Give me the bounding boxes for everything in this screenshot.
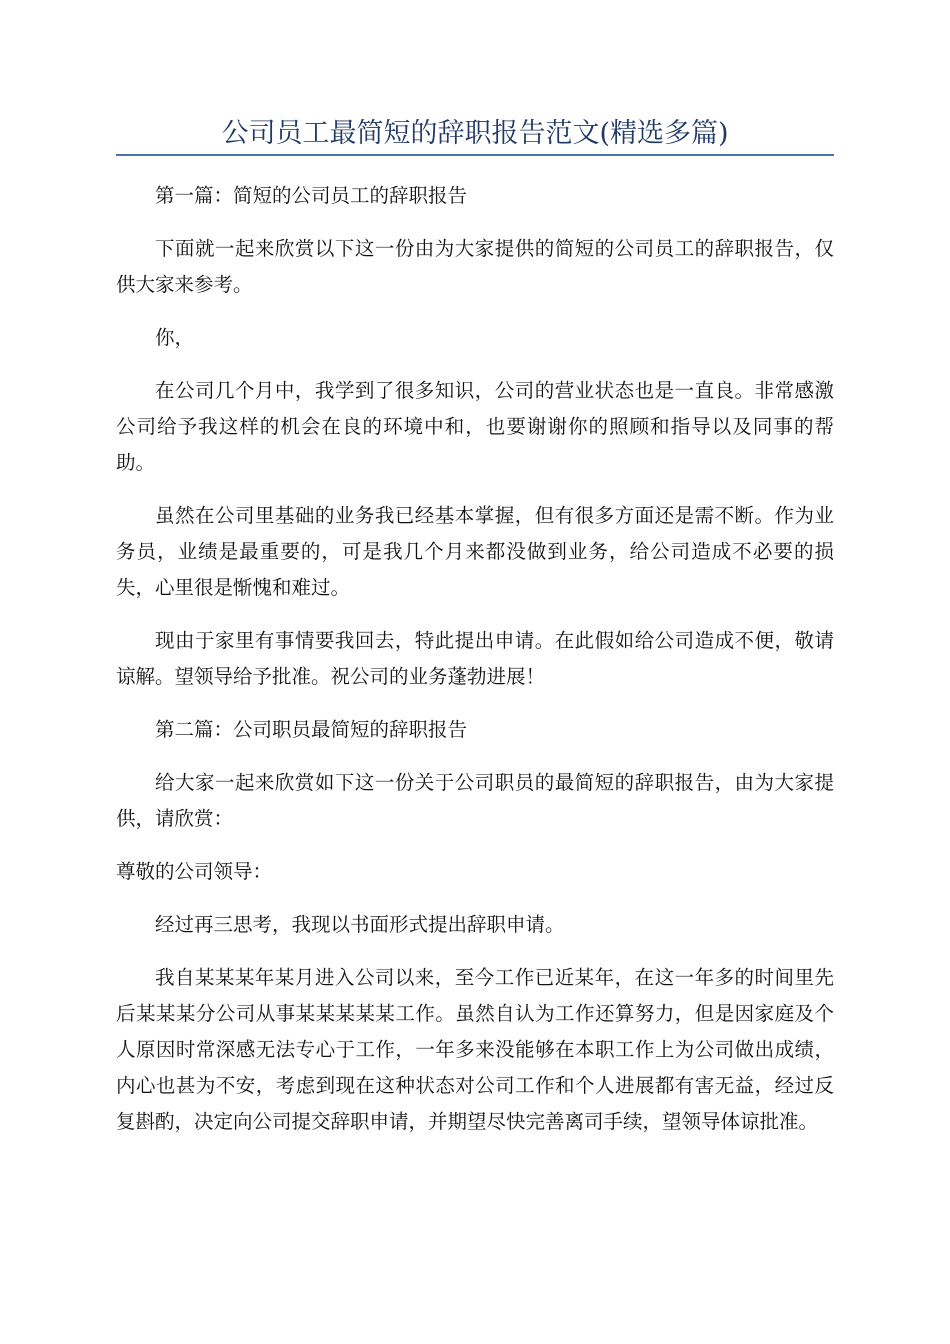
- paragraph-5: 虽然在公司里基础的业务我已经基本掌握，但有很多方面还是需不断。作为业务员，业绩是最重要的，可是我几个月来都没做到业务，给公司造成不必要的损失，心里很是惭愧和难过。: [116, 504, 834, 599]
- paragraph-9: 尊敬的公司领导：: [116, 860, 273, 883]
- paragraph-4: 在公司几个月中，我学到了很多知识，公司的营业状态也是一直良。非常感激公司给予我这样的机会在良的环境中和，也要谢谢你的照顾和指导以及同事的帮助。: [116, 379, 834, 474]
- document-page: [116, 0, 834, 1157]
- paragraph-7: 第二篇：公司职员最简短的辞职报告: [155, 718, 468, 741]
- paragraph-2: 下面就一起来欣赏以下这一份由为大家提供的简短的公司员工的辞职报告，仅供大家来参考。: [116, 237, 834, 296]
- paragraph-10: 经过再三思考，我现以书面形式提出辞职申请。: [155, 913, 565, 936]
- document-title: 公司员工最简短的辞职报告范文(精选多篇): [221, 118, 729, 149]
- paragraph-3: 你，: [155, 326, 195, 349]
- paragraph-8: 给大家一起来欣赏如下这一份关于公司职员的最简短的辞职报告，由为大家提供，请欣赏：: [116, 771, 834, 830]
- paragraph-6: 现由于家里有事情要我回去，特此提出申请。在此假如给公司造成不便，敬请谅解。望领导给予批准。祝公司的业务蓬勃进展！: [116, 629, 834, 688]
- title-underline: [116, 154, 834, 156]
- paragraph-1: 第一篇：简短的公司员工的辞职报告: [155, 184, 468, 207]
- paragraph-11: 我自某某某年某月进入公司以来，至今工作已近某年，在这一年多的时间里先后某某某分公司从事某某某某某工作。虽然自认为工作还算努力，但是因家庭及个人原因时常深感无法专心于工作，一年多来没能够在本职工作上为公司做出成绩，内心也甚为不安，考虑到现在这种状态对公司工作和个人进展都有害无益，经过反复斟酌，决定向公司提交辞职申请，并期望尽快完善离司手续，望领导体谅批准。: [116, 966, 834, 1133]
